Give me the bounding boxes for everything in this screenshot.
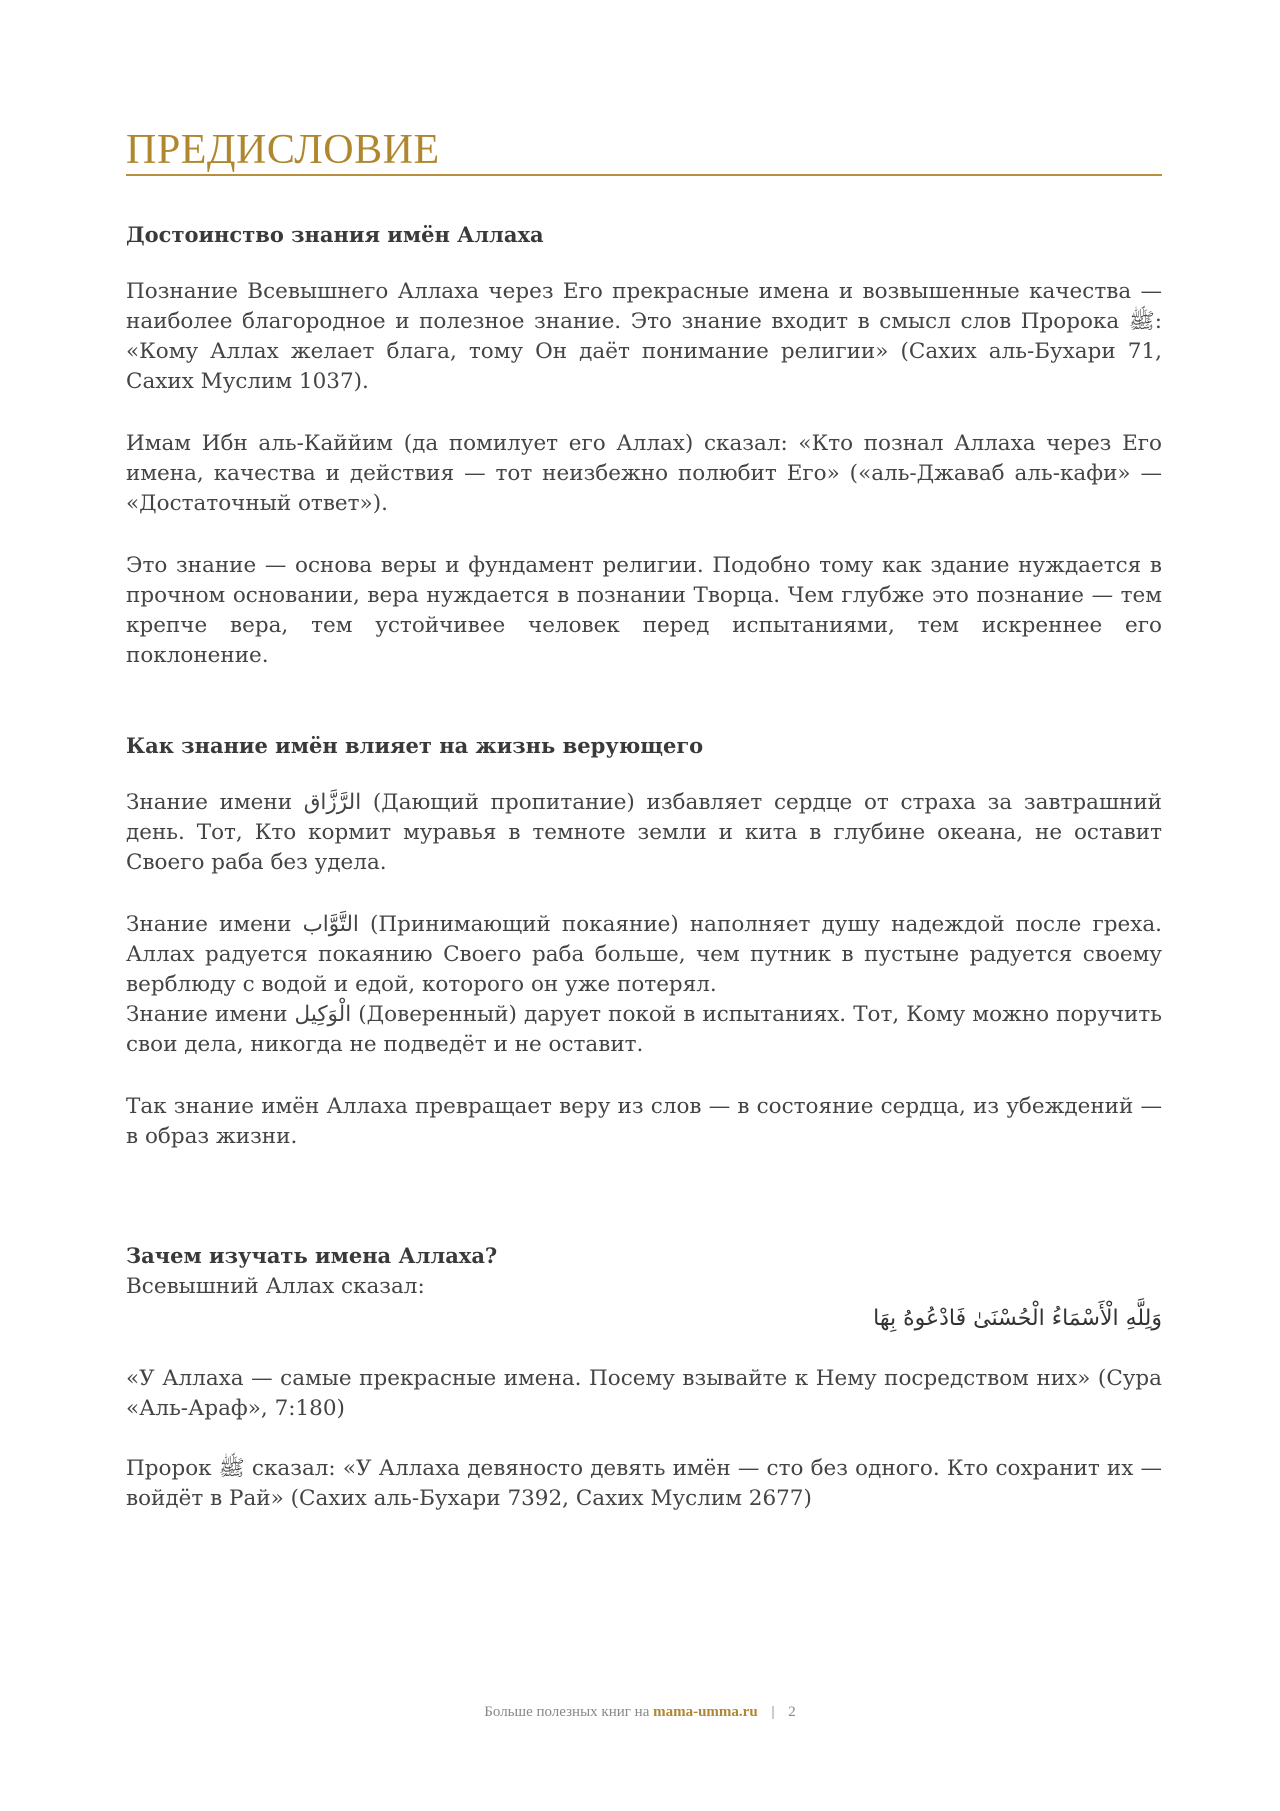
section-heading-3: Зачем изучать имена Аллаха?	[126, 1243, 498, 1268]
footer-site-link[interactable]: mama-umma.ru	[653, 1704, 758, 1720]
paragraph: Всевышний Аллах сказал:	[126, 1274, 425, 1299]
paragraph: Знание имени الْوَكِيل (Доверенный) дарует покой в испытаниях. Тот, Кому можно поручить свои дела, никогда не подведёт и не оставит.	[126, 1002, 1162, 1057]
section-heading-2: Как знание имён влияет на жизнь верующего	[126, 733, 704, 758]
footer-separator: |	[771, 1704, 775, 1720]
page-title: ПРЕДИСЛОВИЕ	[126, 127, 440, 173]
page-number: 2	[788, 1704, 796, 1720]
paragraph: Пророк ﷺ сказал: «У Аллаха девяносто девять имён — сто без одного. Кто сохранит их — войдёт в Рай» (Сахих аль-Бухари 7392, Сахих Муслим 2677)	[126, 1456, 1163, 1511]
paragraph: Знание имени التَّوَّاب (Принимающий покаяние) наполняет душу надеждой после греха. Аллах радуется покаянию Своего раба больше, чем путник в пустыне радуется своему верблюду с водой и едой, которого он уже потерял.	[126, 912, 1162, 997]
footer-text: Больше полезных книг на	[484, 1704, 650, 1720]
section-heading-1: Достоинство знания имён Аллаха	[126, 222, 544, 247]
title-divider	[126, 174, 1162, 176]
paragraph: Познание Всевышнего Аллаха через Его прекрасные имена и возвышенные качества — наиболее благородное и полезное знание. Это знание входит в смысл слов Пророка ﷺ: «Кому Аллах желает блага, тому Он даёт понимание религии» (Сахих аль-Бухари 71, Сахих Муслим 1037).	[126, 279, 1162, 394]
paragraph: Имам Ибн аль-Каййим (да помилует его Аллах) сказал: «Кто познал Аллаха через Его имена, качества и действия — тот неизбежно полюбит Его» («аль-Джаваб аль-кафи» — «Достаточный ответ»).	[126, 431, 1162, 516]
paragraph: «У Аллаха — самые прекрасные имена. Посему взывайте к Нему посредством них» (Сура «Аль-Араф», 7:180)	[126, 1366, 1162, 1421]
arabic-verse: وَلِلَّهِ الْأَسْمَاءُ الْحُسْنَىٰ فَادْعُوهُ بِهَا	[873, 1306, 1162, 1331]
page-footer	[0, 1704, 1280, 1721]
paragraph: Знание имени الرَّزَّاق (Дающий пропитание) избавляет сердце от страха за завтрашний день. Тот, Кто кормит муравья в темноте земли и кита в глубине океана, не оставит Своего раба без удела.	[126, 790, 1162, 875]
paragraph: Так знание имён Аллаха превращает веру из слов — в состояние сердца, из убеждений — в образ жизни.	[126, 1094, 1162, 1149]
paragraph: Это знание — основа веры и фундамент религии. Подобно тому как здание нуждается в прочном основании, вера нуждается в познании Творца. Чем глубже это познание — тем крепче вера, тем устойчивее человек перед испытаниями, тем искреннее его поклонение.	[126, 553, 1162, 668]
